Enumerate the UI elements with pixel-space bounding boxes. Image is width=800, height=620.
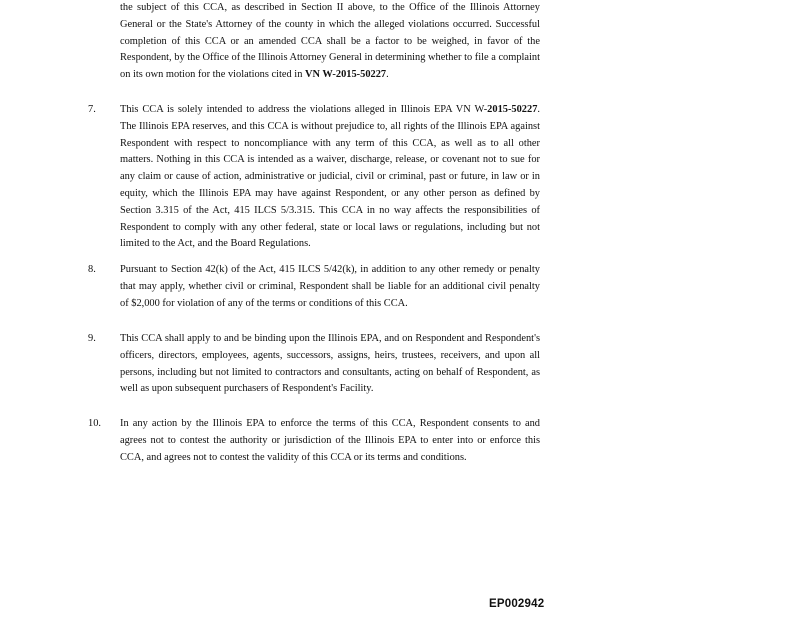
paragraph-7-text-before: This CCA is solely intended to address the violations alleged in Illinois EPA VN W- xyxy=(120,104,488,115)
continuation-paragraph xyxy=(120,0,540,84)
paragraph-7 xyxy=(120,102,540,253)
continuation-end: . xyxy=(386,69,389,81)
paragraph-9: This CCA shall apply to and be binding upon the Illinois EPA, and on Respondent and Respondent's officers, directors, employees, agents, successors, assigns, heirs, trustees, receivers, and upon all persons, including but not limited to contractors and consultants, acting on behalf of Respondent, as well as upon subsequent purchasers of Respondent's Facility. xyxy=(120,333,540,395)
paragraph-number-10: 10. xyxy=(88,418,101,429)
paragraph-number-9: 9. xyxy=(88,333,96,344)
paragraph-10: In any action by the Illinois EPA to enforce the terms of this CCA, Respondent consents to and agrees not to contest the authority or jurisdiction of the Illinois EPA to enter into or enforce this CCA, and agrees not to contest the validity of this CCA or its terms and conditions. xyxy=(120,418,540,463)
bates-number: EP002942 xyxy=(489,598,545,610)
paragraph-7-violation-reference: 2015-50227 xyxy=(487,104,538,115)
violation-notice-reference: VN W-2015-50227 xyxy=(305,69,387,81)
paragraph-8: Pursuant to Section 42(k) of the Act, 415 ILCS 5/42(k), in addition to any other remedy or penalty that may apply, whether civil or criminal, Respondent shall be liable for an additional civil penalty of $2,000 for violation of any of the terms or conditions of this CCA. xyxy=(120,264,540,309)
paragraph-7-text-after: . The Illinois EPA reserves, and this CCA is without prejudice to, all rights of the Illinois EPA against Respondent with respect to noncompliance with any term of this CCA, as well as to all other matters. Nothing in this CCA is intended as a waiver, discharge, release, or covenant not to sue for any claim or cause of action, administrative or judicial, civil or criminal, past or future, in law or in equity, which the Illinois EPA may have against Respondent, or any other person as defined by Section 3.315 of the Act, 415 ILCS 5/3.315. This CCA in no way affects the responsibilities of Respondent to comply with any other federal, state or local laws or regulations, including but not limited to the Act, and the Board Regulations. xyxy=(120,104,540,250)
paragraph-number-8: 8. xyxy=(88,264,96,275)
paragraph-number-7: 7. xyxy=(88,104,96,115)
continuation-text: the subject of this CCA, as described in Section II above, to the Office of the Illinois Attorney General or the State's Attorney of the county in which the alleged violations occurred. Successful completion of this CCA or an amended CCA shall be a factor to be weighed, in favor of the Respondent, by the Office of the Illinois Attorney General in determining whether to file a complaint on its own motion for the violations cited in xyxy=(120,2,540,81)
